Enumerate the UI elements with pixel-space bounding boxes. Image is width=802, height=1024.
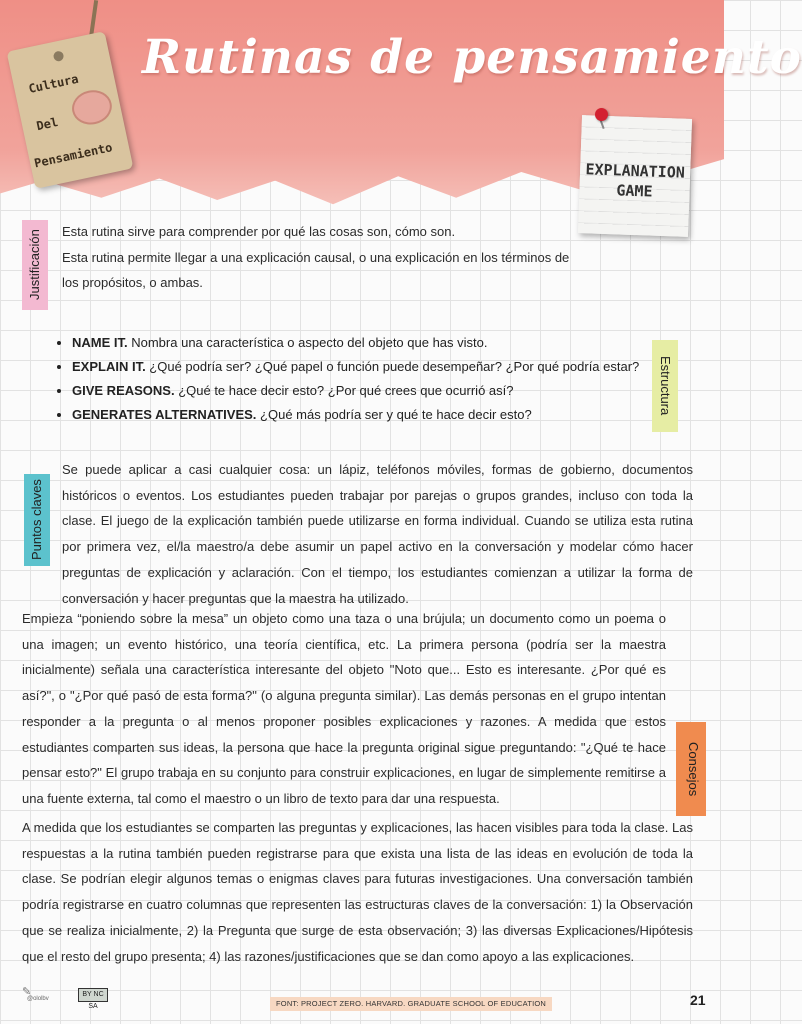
list-item: • NAME IT. Nombra una característica o aspecto del objeto que has visto. — [72, 331, 682, 355]
push-pin-icon — [595, 108, 608, 121]
tag-line-1: Cultura — [27, 71, 80, 96]
label-estructura: Estructura — [652, 340, 678, 432]
estructura-list — [52, 331, 682, 427]
source-credit: FONT: PROJECT ZERO. HARVARD. GRADUATE SCHOOL OF EDUCATION — [270, 997, 552, 1011]
brain-icon — [69, 87, 115, 129]
page-number: 21 — [690, 992, 706, 1008]
list-item: • GIVE REASONS. ¿Qué te hace decir esto? ¿Por qué crees que ocurrió así? — [72, 379, 682, 403]
cc-license-badge: BY NC SA — [78, 988, 108, 1002]
paperclip-icon: ✎ — [22, 986, 32, 998]
tag-line-3: Pensamiento — [32, 140, 114, 171]
justificacion-line-1: Esta rutina sirve para comprender por qué las cosas son, cómo son. — [62, 224, 456, 239]
author-handle: @ololbv — [27, 996, 49, 1002]
label-justificacion: Justificación — [22, 220, 48, 310]
justificacion-line-3: los propósitos, o ambas. — [62, 275, 203, 291]
tag-line-2: Del — [35, 114, 60, 134]
label-consejos: Consejos — [676, 722, 706, 816]
list-item: • EXPLAIN IT. ¿Qué podría ser? ¿Qué papel o función puede desempeñar? ¿Por qué podría estar? — [72, 355, 682, 379]
list-item: • GENERATES ALTERNATIVES. ¿Qué más podría ser y qué te hace decir esto? — [72, 403, 682, 427]
note-line-2: GAME — [616, 181, 653, 201]
consejos-text-1: Empieza “poniendo sobre la mesa” un objeto como una taza o una brújula; un documento como un poema o una imagen; un evento histórico, una teoría científica, etc. La primera persona (podría ser la maestra inicialmente) señala una característica interesante del objeto "Noto que... Esto es interesante. ¿Por qué es así?", o "¿Por qué pasó de esta forma?" (o alguna pregunta similar). Las demás personas en el grupo intentan responder a la pregunta o al menos proponer posibles explicaciones y razones. A medida que estos estudiantes comparten sus ideas, la persona que hace la pregunta original sigue preguntando: "¿Qué te hace pensar esto?" El grupo trabaja en su conjunto para construir explicaciones, en lugar de simplemente remitirse a una fuente externa, tal como el maestro o un libro de texto para dar una respuesta. — [22, 611, 666, 806]
justificacion-line-2: Esta rutina permite llegar a una explicación causal, o una explicación en los términos de — [62, 249, 570, 265]
puntos-claves-text: Se puede aplicar a casi cualquier cosa: un lápiz, teléfonos móviles, formas de gobierno, documentos históricos o eventos. Los estudiantes pueden trabajar por parejas o grupos grandes, incluso con toda la clase. El juego de la explicación también puede utilizarse en forma individual. Cuando se utiliza esta rutina por primera vez, el/la maestro/a debe asumir un papel activo en la conversación y modelar cómo hacer preguntas de explicación y aclaración. Con el tiempo, los estudiantes comienzan a utilizar la forma de conversación y hacer preguntas que la maestra ha utilizado. — [62, 462, 693, 606]
label-puntos-claves: Puntos claves — [24, 474, 50, 566]
page-title: Rutinas de pensamiento — [142, 30, 802, 85]
justificacion-text — [62, 219, 622, 296]
consejos-text-2: A medida que los estudiantes se comparten las preguntas y explicaciones, las hacen visibles para toda la clase. Las respuestas a la rutina también pueden registrarse para que exista una lista de las ideas en evolución de toda la clase. Se podrían elegir algunos temas o enigmas claves para futuras investigaciones. Una conversación también podría registrarse en cuatro columnas que representen las estructuras claves de la conversación: 1) la Observación que se realiza inicialmente, 2) la Pregunta que surge de esta observación; 3) las diversas Explicaciones/Hipótesis que el resto del grupo presenta; 4) las razones/justificaciones que se dan como apoyo a las explicaciones. — [22, 820, 693, 964]
note-line-1: EXPLANATION — [585, 160, 686, 182]
tag-hole — [53, 50, 65, 62]
